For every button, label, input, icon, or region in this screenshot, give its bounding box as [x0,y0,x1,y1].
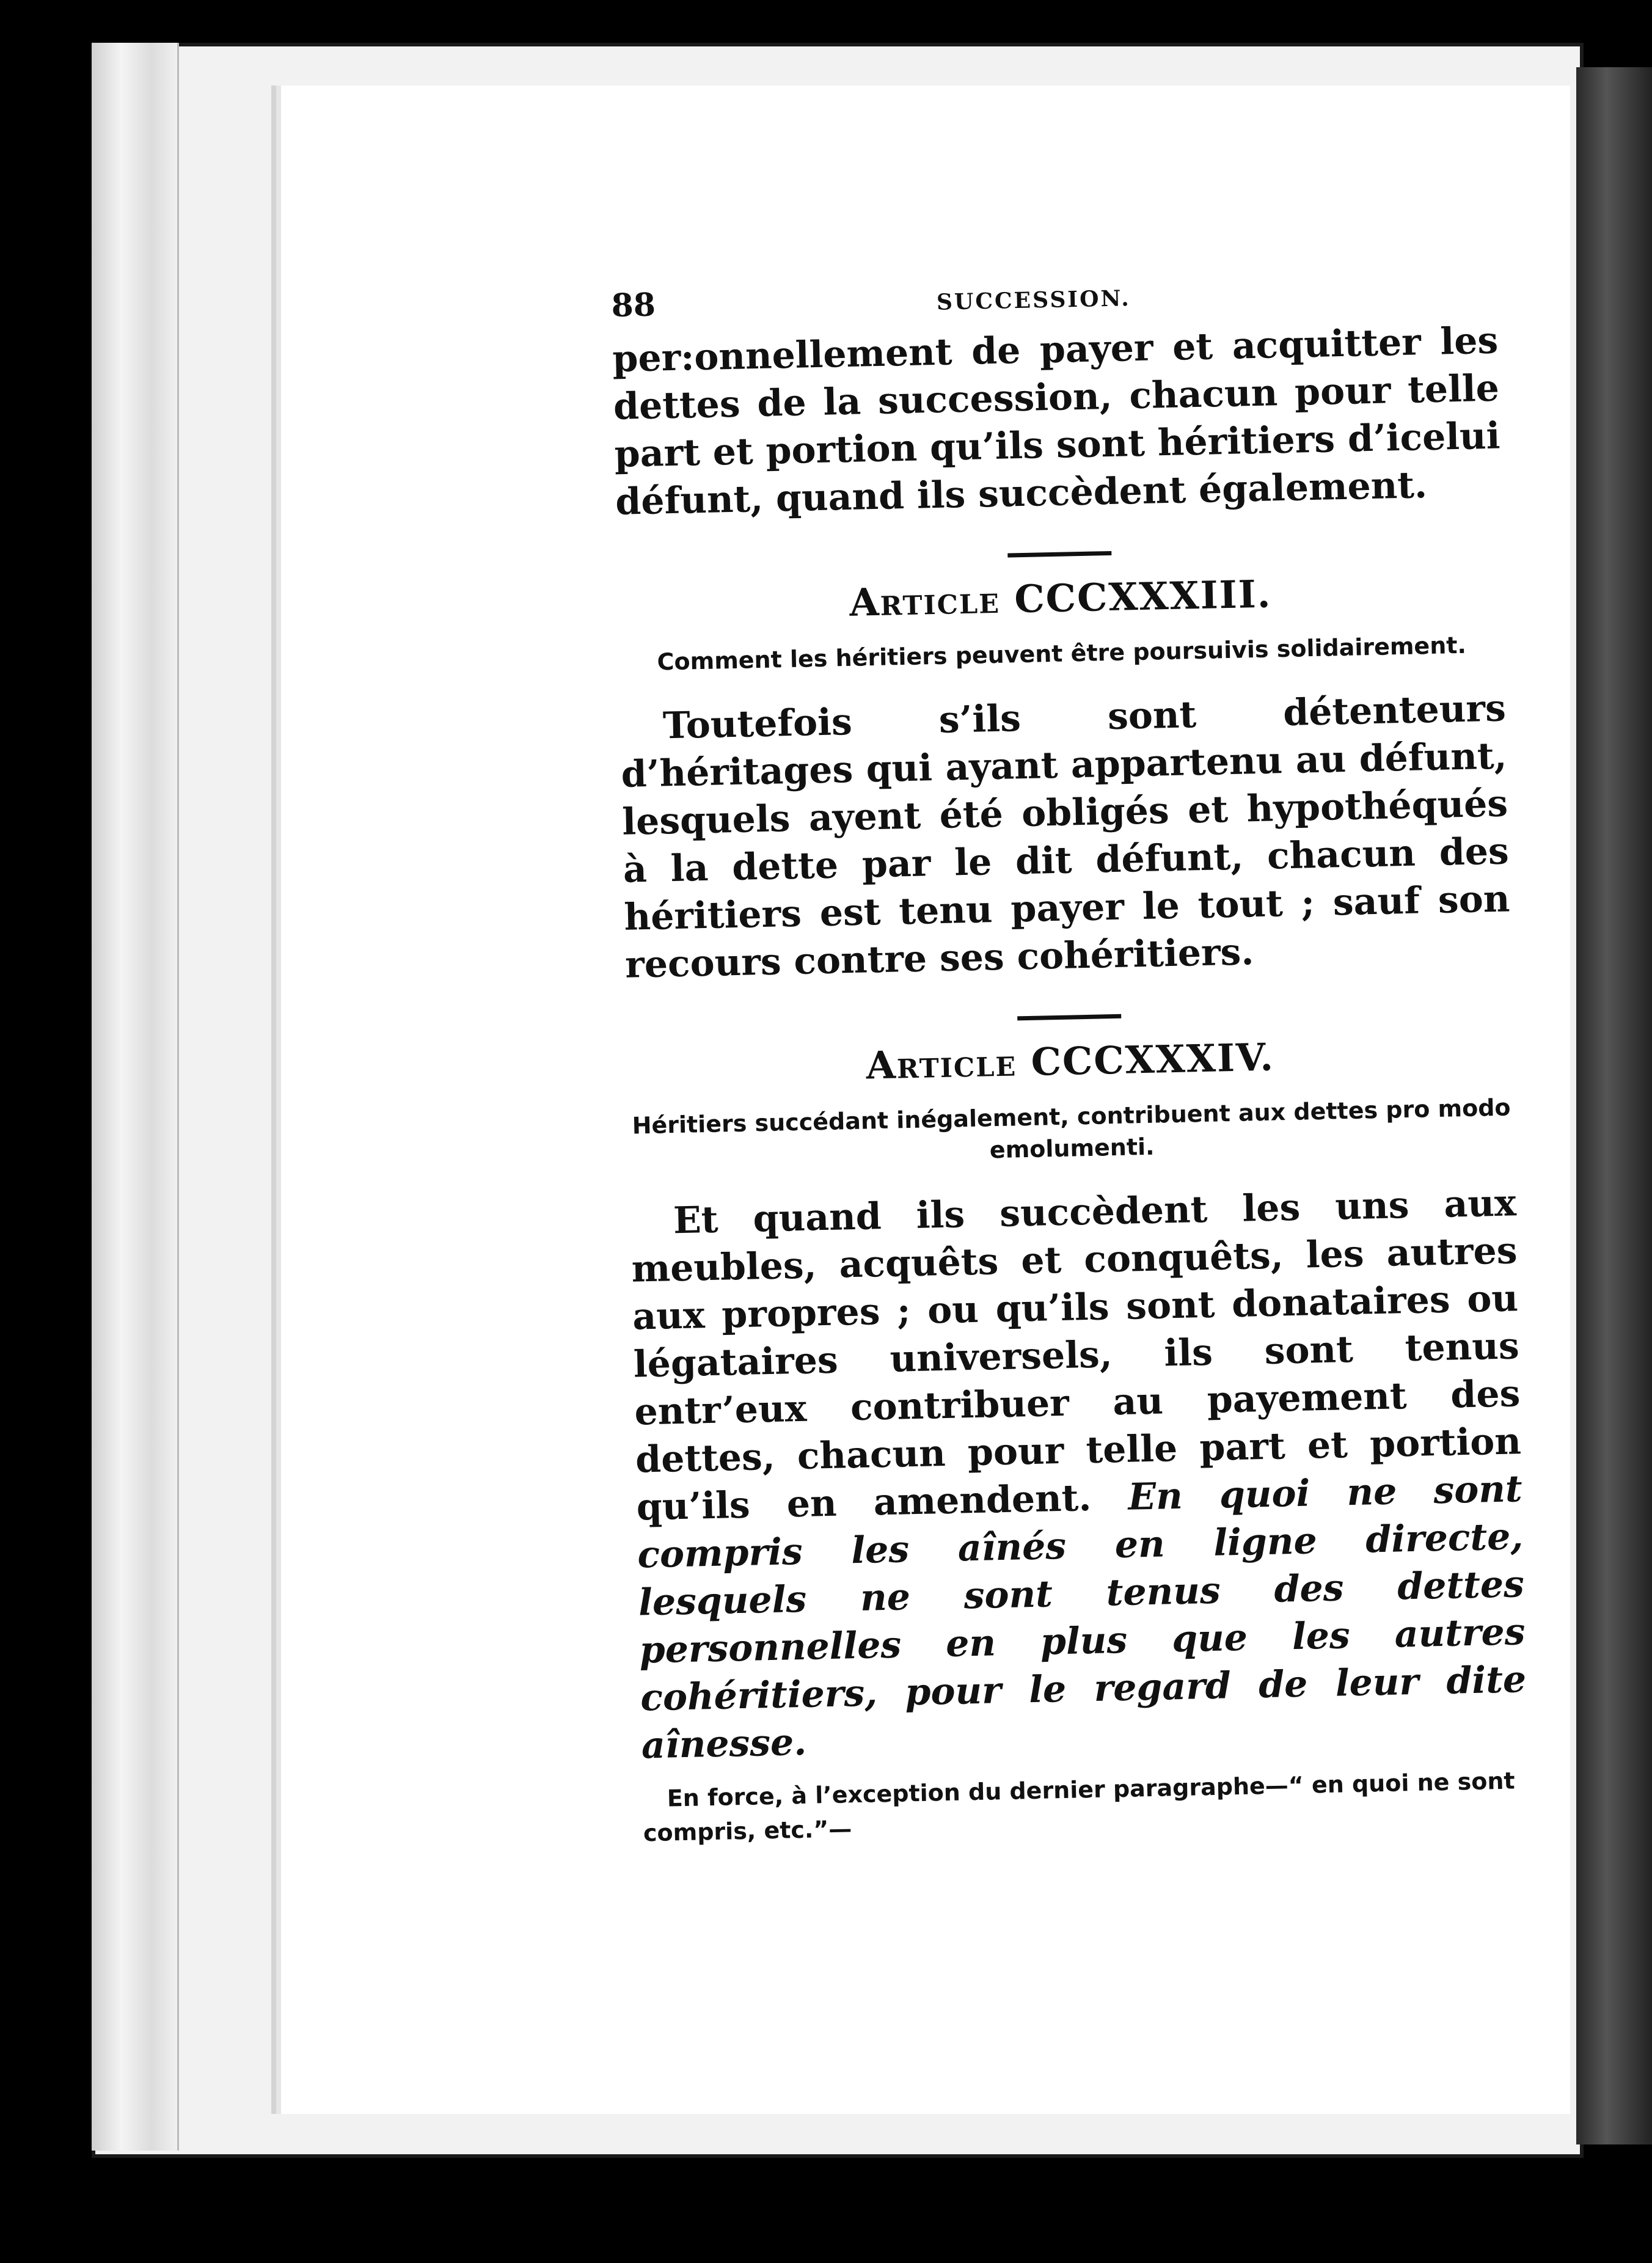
page-edges-left [92,43,179,2151]
editorial-note: En force, à l’exception du dernier paragraphe—“ en quoi ne sont compris, etc.”— [643,1767,1515,1847]
article-334-summary: Héritiers succédant inégalement, contribuent aux dettes pro modo emolumenti. [632,1094,1511,1164]
article-word: Article [849,577,1001,625]
article-333-summary: Comment les héritiers peuvent être poursuivis solidairement. [657,631,1467,676]
section-rule [1007,551,1111,558]
page-text [611,269,1530,1874]
article-number: CCCXXXIII. [1014,571,1272,622]
section-rule [1017,1014,1121,1021]
article-334-text-italic: En quoi ne sont compris les aînés en ligne directe, lesquels ne sont tenus des dettes personnelles en plus que les autres cohéritiers, pour le regard de leur dite aînesse. [637,1468,1527,1768]
article-333-text: Toutefois s’ils sont détenteurs d’héritages qui ayant appartenu au défunt, lesquels ayent été obligés et hypothéqués à la dette par le dit défunt, chacun des héritiers est tenu payer le tout ; sauf son recours contre ses cohéritiers. [620,687,1511,987]
article-334-heading [627,1029,1513,1092]
article-334-text [630,1179,1527,1769]
article-333-heading [617,567,1504,630]
book-spine-shadow [1576,67,1652,2144]
opening-paragraph: per:onnellement de payer et acquitter les dettes de la succession, chacun pour telle part et portion qu’ils sont héritiers d’icelui défunt, quand ils succèdent également. [612,319,1501,524]
article-number: CCCXXXIV. [1030,1034,1275,1084]
article-word: Article [865,1040,1017,1088]
page-number: 88 [611,286,656,324]
article-334-text-roman: Et quand ils succèdent les uns aux meubles, acquêts et conquêts, les autres aux propres ; ou qu’ils sont donataires ou légataires universels, ils sont tenus entr’eux contribuer au payement des dettes, chacun pour telle part et portion qu’ils en amendent. [630,1182,1522,1529]
running-title: SUCCESSION. [936,285,1131,315]
